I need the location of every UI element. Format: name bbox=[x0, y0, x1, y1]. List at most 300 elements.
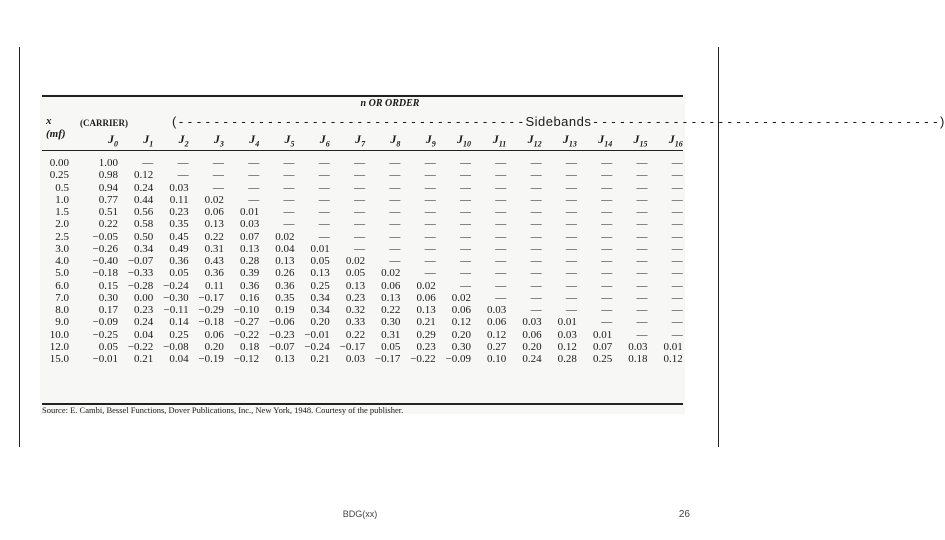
bessel-value: — bbox=[636, 169, 648, 182]
bessel-value: 0.44 bbox=[134, 193, 154, 206]
bessel-value: — bbox=[177, 157, 189, 169]
bessel-value: — bbox=[636, 157, 648, 169]
bessel-value: — bbox=[212, 157, 224, 169]
bessel-value: — bbox=[636, 316, 648, 329]
bessel-value: 0.36 bbox=[275, 279, 295, 292]
bessel-value: 0.18 bbox=[628, 353, 648, 365]
bessel-value: 0.06 bbox=[204, 328, 224, 341]
sidebands-left-dashes: - - - - - - - - - - - - - - - - - - - - - - - - - - - - - - - - - - - - - - - bbox=[178, 114, 524, 129]
table-row bbox=[0, 316, 720, 328]
table-row bbox=[0, 218, 720, 230]
bessel-value: 0.05 bbox=[169, 267, 189, 280]
bessel-value: 0.00 bbox=[134, 291, 154, 304]
bessel-value: 0.30 bbox=[381, 316, 401, 329]
bessel-value: — bbox=[530, 291, 542, 304]
bessel-value: — bbox=[530, 206, 542, 218]
table-row bbox=[0, 182, 720, 194]
bessel-value: 0.03 bbox=[557, 328, 577, 341]
bessel-value: — bbox=[248, 169, 260, 182]
bessel-value: 0.01 bbox=[663, 340, 683, 353]
bessel-value: — bbox=[424, 169, 436, 182]
bessel-value: — bbox=[530, 169, 542, 182]
bessel-value: 0.36 bbox=[239, 279, 260, 292]
bessel-value: 0.02 bbox=[345, 255, 366, 267]
bessel-value: −0.05 bbox=[92, 230, 118, 243]
bessel-value: — bbox=[565, 157, 577, 169]
bessel-value: — bbox=[495, 193, 507, 206]
x-value: 3.0 bbox=[55, 242, 69, 255]
bessel-value: — bbox=[354, 242, 366, 255]
bessel-value: 0.01 bbox=[592, 328, 613, 341]
bessel-value: — bbox=[565, 255, 577, 267]
source-note: Source: E. Cambi, Bessel Functions, Dover Publications, Inc., New York, 1948. Courtesy of the publisher. bbox=[42, 405, 404, 415]
bessel-value: — bbox=[495, 267, 507, 280]
bessel-value: −0.19 bbox=[198, 353, 224, 365]
bessel-value: — bbox=[636, 267, 648, 280]
bessel-value: — bbox=[671, 193, 683, 206]
bessel-value: 0.20 bbox=[310, 316, 330, 329]
bessel-value: −0.09 bbox=[445, 353, 471, 365]
bessel-value: 0.13 bbox=[275, 255, 295, 267]
bessel-value: — bbox=[565, 242, 577, 255]
bessel-value: 0.22 bbox=[381, 304, 401, 316]
bessel-value: −0.24 bbox=[304, 340, 330, 353]
bessel-value: 0.21 bbox=[134, 353, 154, 365]
x-unit: (mf) bbox=[46, 128, 66, 140]
bessel-value: — bbox=[601, 255, 613, 267]
bessel-value: 0.17 bbox=[98, 304, 118, 316]
bessel-value: — bbox=[565, 279, 577, 292]
bessel-value: — bbox=[565, 291, 577, 304]
bessel-value: −0.08 bbox=[163, 340, 189, 353]
bessel-value: 0.22 bbox=[98, 218, 118, 231]
sidebands-right-dashes: - - - - - - - - - - - - - - - - - - - - - - - - - - - - - - - - - - - - - - - bbox=[593, 114, 938, 129]
bessel-value: — bbox=[318, 169, 330, 182]
bessel-value: 0.15 bbox=[98, 279, 118, 292]
bessel-value: — bbox=[601, 206, 613, 218]
bessel-value: −0.06 bbox=[269, 316, 295, 329]
bessel-value: — bbox=[495, 242, 507, 255]
bessel-value: — bbox=[354, 230, 366, 243]
bessel-value: 0.06 bbox=[451, 304, 471, 316]
bessel-value: — bbox=[389, 206, 401, 218]
bessel-value: — bbox=[636, 181, 648, 194]
bessel-value: — bbox=[495, 181, 507, 194]
bessel-value: 0.03 bbox=[169, 181, 189, 194]
x-value: 2.0 bbox=[55, 218, 69, 231]
bessel-value: −0.07 bbox=[127, 255, 154, 267]
table-row bbox=[0, 243, 720, 255]
bessel-value: — bbox=[565, 169, 577, 182]
bessel-value: 0.25 bbox=[592, 353, 613, 365]
bessel-value: 0.34 bbox=[310, 291, 330, 304]
bessel-value: — bbox=[601, 157, 613, 169]
bessel-value: 0.02 bbox=[451, 291, 471, 304]
bessel-value: — bbox=[495, 279, 507, 292]
bessel-value: 0.49 bbox=[169, 242, 189, 255]
bessel-value: −0.40 bbox=[92, 255, 118, 267]
bessel-value: 0.18 bbox=[239, 340, 260, 353]
bessel-value: 0.31 bbox=[381, 328, 401, 341]
bessel-value: 0.30 bbox=[98, 291, 118, 304]
bessel-value: — bbox=[460, 242, 471, 255]
bessel-value: — bbox=[636, 230, 648, 243]
bessel-value: 0.22 bbox=[345, 328, 366, 341]
bessel-value: — bbox=[565, 230, 577, 243]
bessel-value: −0.11 bbox=[163, 304, 189, 316]
bessel-value: — bbox=[495, 157, 507, 169]
column-header-j4: $J_4$ bbox=[249, 132, 260, 149]
bessel-value: — bbox=[283, 218, 295, 231]
bessel-value: — bbox=[460, 230, 471, 243]
bessel-value: 0.12 bbox=[451, 316, 471, 329]
table-row bbox=[0, 169, 720, 181]
bessel-value: 0.07 bbox=[592, 340, 613, 353]
bessel-value: 0.35 bbox=[275, 291, 295, 304]
bessel-value: — bbox=[530, 304, 542, 316]
bessel-value: — bbox=[671, 255, 683, 267]
bessel-value: 0.77 bbox=[98, 193, 118, 206]
bessel-value: — bbox=[565, 267, 577, 280]
column-header-j2: $J_2$ bbox=[178, 132, 189, 149]
bessel-value: 0.33 bbox=[345, 316, 366, 329]
table-header-rule bbox=[42, 150, 683, 151]
bessel-value: — bbox=[283, 169, 295, 182]
bessel-value: — bbox=[671, 328, 683, 341]
column-header-j15: $J_{15}$ bbox=[633, 132, 648, 149]
bessel-value: — bbox=[389, 169, 401, 182]
bessel-value: — bbox=[636, 255, 648, 267]
bessel-value: −0.17 bbox=[374, 353, 401, 365]
bessel-value: — bbox=[424, 255, 436, 267]
bessel-value: 1.00 bbox=[98, 157, 118, 169]
bessel-value: 0.98 bbox=[98, 169, 118, 182]
bessel-value: — bbox=[460, 181, 471, 194]
bessel-value: 0.04 bbox=[275, 242, 295, 255]
bessel-value: 0.22 bbox=[204, 230, 224, 243]
bessel-value: — bbox=[354, 193, 366, 206]
table-row bbox=[0, 329, 720, 341]
bessel-value: — bbox=[671, 169, 683, 182]
table-row bbox=[0, 267, 720, 279]
column-header-j6: $J_6$ bbox=[319, 132, 330, 149]
bessel-value: −0.17 bbox=[339, 340, 366, 353]
bessel-value: — bbox=[212, 169, 224, 182]
bessel-value: 0.02 bbox=[275, 230, 295, 243]
table-top-rule bbox=[42, 95, 683, 97]
bessel-value: — bbox=[318, 230, 330, 243]
order-header: n OR ORDER bbox=[360, 98, 420, 109]
bessel-value: 0.03 bbox=[628, 340, 648, 353]
table-row bbox=[0, 353, 720, 365]
bessel-value: — bbox=[530, 267, 542, 280]
bessel-value: — bbox=[636, 206, 648, 218]
bessel-value: — bbox=[601, 267, 613, 280]
bessel-value: −0.29 bbox=[198, 304, 224, 316]
column-header-j1: $J_1$ bbox=[143, 132, 154, 149]
bessel-value: 0.13 bbox=[310, 267, 330, 280]
bessel-value: −0.27 bbox=[233, 316, 260, 329]
bessel-value: 0.03 bbox=[487, 304, 507, 316]
bessel-value: −0.22 bbox=[410, 353, 436, 365]
bessel-value: 0.12 bbox=[663, 353, 683, 365]
bessel-value: 0.03 bbox=[239, 218, 260, 231]
table-row bbox=[0, 341, 720, 353]
bessel-value: — bbox=[636, 218, 648, 231]
bessel-value: — bbox=[530, 230, 542, 243]
bessel-value: — bbox=[671, 181, 683, 194]
bessel-value: — bbox=[495, 206, 507, 218]
bessel-value: 0.14 bbox=[169, 316, 189, 329]
x-value: 9.0 bbox=[55, 316, 69, 329]
x-value: 7.0 bbox=[55, 291, 69, 304]
bessel-value: 0.13 bbox=[381, 291, 401, 304]
bessel-value: 0.28 bbox=[239, 255, 260, 267]
bessel-value: 0.30 bbox=[451, 340, 471, 353]
bessel-value: — bbox=[248, 181, 260, 194]
x-value: 15.0 bbox=[49, 353, 69, 365]
table-row bbox=[0, 194, 720, 206]
bessel-value: — bbox=[671, 218, 683, 231]
bessel-value: 0.26 bbox=[275, 267, 295, 280]
bessel-value: 0.13 bbox=[345, 279, 366, 292]
bessel-value: — bbox=[354, 169, 366, 182]
table-row bbox=[0, 255, 720, 267]
bessel-value: 0.12 bbox=[134, 169, 154, 182]
footer-label: BDG(xx) bbox=[342, 509, 378, 519]
bessel-value: — bbox=[565, 218, 577, 231]
bessel-value: — bbox=[424, 230, 436, 243]
table-row bbox=[0, 304, 720, 316]
bessel-value: 0.16 bbox=[239, 291, 260, 304]
bessel-value: 0.21 bbox=[416, 316, 436, 329]
bessel-value: — bbox=[565, 193, 577, 206]
x-value: 6.0 bbox=[55, 279, 69, 292]
bessel-value: 0.35 bbox=[169, 218, 189, 231]
x-value: 1.5 bbox=[55, 206, 69, 218]
sidebands-annotation bbox=[172, 114, 945, 129]
bessel-value: — bbox=[283, 206, 295, 218]
bessel-value: — bbox=[318, 206, 330, 218]
bessel-value: — bbox=[354, 157, 366, 169]
bessel-value: 0.21 bbox=[310, 353, 330, 365]
bessel-value: 0.12 bbox=[487, 328, 507, 341]
bessel-value: −0.01 bbox=[304, 328, 330, 341]
bessel-value: — bbox=[318, 181, 330, 194]
column-header-j13: $J_{13}$ bbox=[562, 132, 577, 149]
column-header-j9: $J_9$ bbox=[425, 132, 436, 149]
x-column-header bbox=[46, 115, 66, 141]
bessel-value: — bbox=[530, 157, 542, 169]
bessel-value: — bbox=[671, 230, 683, 243]
bessel-value: — bbox=[177, 169, 189, 182]
column-header-j0: $J_0$ bbox=[108, 132, 118, 149]
bessel-value: — bbox=[460, 218, 471, 231]
bessel-value: — bbox=[565, 206, 577, 218]
bessel-value: 0.01 bbox=[239, 206, 260, 218]
bessel-value: — bbox=[636, 193, 648, 206]
bessel-value: 0.31 bbox=[204, 242, 224, 255]
column-header-j5: $J_5$ bbox=[284, 132, 295, 149]
bessel-value: — bbox=[283, 181, 295, 194]
bessel-value: 0.20 bbox=[522, 340, 542, 353]
bessel-value: 0.24 bbox=[134, 181, 154, 194]
bessel-value: 0.10 bbox=[487, 353, 507, 365]
bessel-value: — bbox=[354, 181, 366, 194]
bessel-value: 0.43 bbox=[204, 255, 224, 267]
bessel-value: — bbox=[671, 157, 683, 169]
bessel-value: 0.56 bbox=[134, 206, 154, 218]
bessel-value: — bbox=[460, 169, 471, 182]
bessel-value: 0.34 bbox=[134, 242, 154, 255]
bessel-value: 0.02 bbox=[381, 267, 401, 280]
x-value: 10.0 bbox=[49, 328, 69, 341]
bessel-value: — bbox=[212, 181, 224, 194]
bessel-value: 0.20 bbox=[451, 328, 471, 341]
bessel-value: 0.29 bbox=[416, 328, 436, 341]
bessel-value: 0.13 bbox=[239, 242, 260, 255]
bessel-value: −0.33 bbox=[127, 267, 154, 280]
bessel-value: — bbox=[565, 304, 577, 316]
bessel-value: — bbox=[318, 157, 330, 169]
bessel-value: 0.28 bbox=[557, 353, 577, 365]
bessel-value: — bbox=[495, 230, 507, 243]
bessel-value: 0.13 bbox=[275, 353, 295, 365]
bessel-value: 0.13 bbox=[204, 218, 224, 231]
bessel-value: — bbox=[424, 267, 436, 280]
bessel-value: −0.17 bbox=[198, 291, 224, 304]
bessel-value: 0.34 bbox=[310, 304, 330, 316]
bessel-value: — bbox=[283, 157, 295, 169]
bessel-value: 0.94 bbox=[98, 181, 118, 194]
bessel-value: — bbox=[424, 242, 436, 255]
bessel-value: — bbox=[354, 206, 366, 218]
bessel-value: — bbox=[389, 230, 401, 243]
bessel-value: — bbox=[671, 291, 683, 304]
bessel-value: — bbox=[318, 193, 330, 206]
sidebands-close-paren: ) bbox=[939, 114, 945, 129]
x-value: 1.0 bbox=[55, 193, 69, 206]
bessel-value: — bbox=[389, 181, 401, 194]
bessel-value: 0.11 bbox=[205, 279, 224, 292]
column-header-j14: $J_{14}$ bbox=[598, 132, 613, 149]
bessel-value: 0.51 bbox=[98, 206, 118, 218]
bessel-value: — bbox=[248, 193, 260, 206]
bessel-value: 0.01 bbox=[310, 242, 330, 255]
bessel-value: 0.05 bbox=[345, 267, 366, 280]
bessel-value: 0.25 bbox=[169, 328, 189, 341]
bessel-value: — bbox=[636, 328, 648, 341]
bessel-value: 0.50 bbox=[134, 230, 154, 243]
bessel-value: — bbox=[530, 193, 542, 206]
bessel-value: — bbox=[636, 304, 648, 316]
bessel-value: 0.04 bbox=[134, 328, 154, 341]
bessel-value: −0.07 bbox=[269, 340, 295, 353]
bessel-value: — bbox=[565, 181, 577, 194]
x-value: 8.0 bbox=[55, 304, 69, 316]
bessel-value: 0.27 bbox=[487, 340, 507, 353]
bessel-value: — bbox=[530, 181, 542, 194]
bessel-value: 0.04 bbox=[169, 353, 189, 365]
x-value: 0.00 bbox=[49, 157, 69, 169]
table-row bbox=[0, 231, 720, 243]
bessel-value: — bbox=[601, 304, 613, 316]
bessel-value: — bbox=[460, 267, 471, 280]
bessel-value: — bbox=[389, 193, 401, 206]
bessel-value: — bbox=[318, 218, 330, 231]
bessel-value: 0.24 bbox=[522, 353, 542, 365]
bessel-value: 0.06 bbox=[381, 279, 401, 292]
column-header-j11: $J_{11}$ bbox=[492, 132, 507, 149]
bessel-value: 0.23 bbox=[345, 291, 366, 304]
bessel-value: — bbox=[601, 242, 613, 255]
carrier-label: (CARRIER) bbox=[80, 118, 128, 128]
bessel-value: 0.58 bbox=[134, 218, 154, 231]
bessel-value: −0.09 bbox=[92, 316, 118, 329]
bessel-value: — bbox=[460, 279, 471, 292]
bessel-value: −0.18 bbox=[92, 267, 118, 280]
bessel-value: −0.10 bbox=[233, 304, 260, 316]
bessel-value: — bbox=[424, 193, 436, 206]
bessel-value: 0.02 bbox=[204, 193, 224, 206]
bessel-value: — bbox=[601, 316, 613, 329]
bessel-value: — bbox=[495, 291, 507, 304]
bessel-value: — bbox=[389, 157, 401, 169]
bessel-value: 0.05 bbox=[381, 340, 401, 353]
bessel-value: — bbox=[389, 242, 401, 255]
bessel-value: −0.28 bbox=[127, 279, 154, 292]
bessel-value: — bbox=[142, 157, 154, 169]
bessel-value: 0.06 bbox=[487, 316, 507, 329]
bessel-value: — bbox=[671, 304, 683, 316]
x-value: 12.0 bbox=[49, 340, 69, 353]
bessel-value: — bbox=[671, 279, 683, 292]
x-value: 0.25 bbox=[49, 169, 69, 182]
bessel-value: 0.36 bbox=[169, 255, 189, 267]
bessel-value: −0.18 bbox=[198, 316, 224, 329]
bessel-value: 0.24 bbox=[134, 316, 154, 329]
bessel-value: — bbox=[636, 279, 648, 292]
bessel-value: −0.24 bbox=[163, 279, 189, 292]
column-header-j12: $J_{12}$ bbox=[527, 132, 542, 149]
table-row bbox=[0, 157, 720, 169]
bessel-value: −0.25 bbox=[92, 328, 118, 341]
bessel-value: 0.05 bbox=[310, 255, 330, 267]
bessel-value: 0.06 bbox=[416, 291, 436, 304]
bessel-value: — bbox=[389, 255, 401, 267]
sidebands-open-paren: ( bbox=[172, 114, 177, 129]
bessel-value: 0.19 bbox=[275, 304, 295, 316]
bessel-value: −0.01 bbox=[92, 353, 118, 365]
column-header-j8: $J_8$ bbox=[390, 132, 401, 149]
bessel-value: −0.23 bbox=[269, 328, 295, 341]
bessel-value: 0.23 bbox=[416, 340, 436, 353]
bessel-value: — bbox=[671, 316, 683, 329]
x-value: 4.0 bbox=[55, 255, 69, 267]
bessel-value: 0.03 bbox=[522, 316, 542, 329]
bessel-value: — bbox=[460, 255, 471, 267]
table-row bbox=[0, 292, 720, 304]
bessel-value: 0.01 bbox=[557, 316, 577, 329]
bessel-value: — bbox=[601, 218, 613, 231]
bessel-value: — bbox=[460, 206, 471, 218]
column-header-j10: $J_{10}$ bbox=[457, 132, 471, 149]
table-row bbox=[0, 280, 720, 292]
bessel-value: −0.26 bbox=[92, 242, 118, 255]
bessel-value: 0.06 bbox=[522, 328, 542, 341]
bessel-value: — bbox=[354, 218, 366, 231]
x-value: 2.5 bbox=[55, 230, 69, 243]
